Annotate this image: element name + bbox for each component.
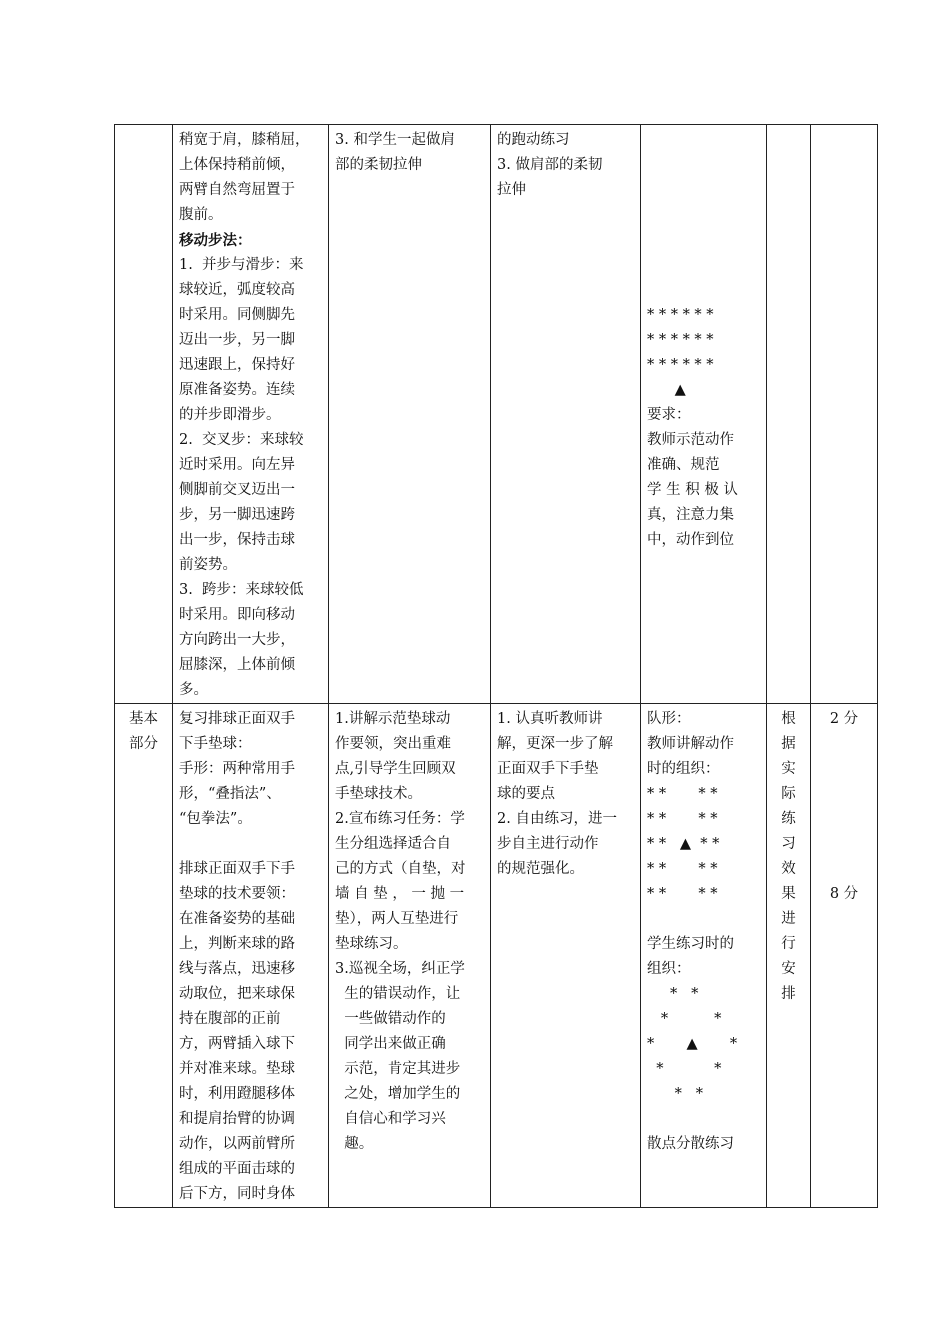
- time-value: 2 分: [829, 711, 859, 727]
- formation-row: * * * *: [647, 786, 718, 802]
- table-row-basic: [115, 704, 878, 1208]
- time-value: 8 分: [829, 886, 859, 902]
- formation-row: * * * *: [647, 861, 718, 877]
- formation-row: * *: [647, 986, 699, 1002]
- table-row-prep: [115, 125, 878, 704]
- section-heading: 移动步法：: [179, 232, 252, 249]
- time-cell: [811, 125, 878, 704]
- spacer: [647, 128, 760, 303]
- arrangement-cell: [767, 125, 811, 704]
- lesson-plan-table: [114, 124, 878, 1208]
- period-cell: 基本 部分: [115, 704, 173, 1208]
- formation-row: * * * * * *: [647, 307, 714, 323]
- formation-row: * *: [647, 1011, 722, 1027]
- arrangement-cell: 根 据 实 际 练 习 效 果 进 行 安 排: [767, 704, 811, 1208]
- formation-row: * * * * * *: [647, 332, 714, 348]
- formation-row: * *: [647, 1086, 703, 1102]
- formation-row: * * * *: [647, 886, 718, 902]
- organization-cell: 队形： 教师讲解动作 时的组织： * * * * * * * * * * ▲ * * * * * * * * * * 学生练习时的 组织： * * * * * ▲ * * * * * 散点分散练习: [641, 704, 767, 1208]
- formation-row: * *: [647, 1061, 722, 1077]
- formation-row: * ▲ *: [647, 1036, 738, 1052]
- time-cell: [811, 704, 878, 1208]
- formation-row: * * ▲ * *: [647, 836, 720, 852]
- formation-row: * * * * * *: [647, 357, 714, 373]
- period-cell: [115, 125, 173, 704]
- teacher-activity-cell: 1.讲解示范垫球动 作要领，突出重难 点,引导学生回顾双 手垫球技术。 2.宣布练习任务：学 生分组选择适合自 己的方式（自垫，对 墙 自 垫 ， 一 抛 一 垫），两人互垫进行 垫球练习。 3.巡视全场，纠正学 生的错误动作，让 一些做错动作的 同学出来做正确 示范，肯定其进步 之处，增加学生的 自信心和学习兴 趣。: [329, 704, 491, 1208]
- teacher-marker: ▲: [647, 382, 686, 398]
- student-activity-cell: 1. 认真听教师讲 解，更深一步了解 正面双手下手垫 球的要点 2. 自由练习，进一 步自主进行动作 的规范强化。: [491, 704, 641, 1208]
- content-cell: 复习排球正面双手 下手垫球： 手形：两种常用手 形，“叠指法”、 “包拳法”。 排球正面双手下手 垫球的技术要领： 在准备姿势的基础 上，判断来球的路 线与落点，迅速移 动取位，把来球保 持在腹部的正前 方，两臂插入球下 并对准来球。垫球 时，利用蹬腿移体 和提肩抬臂的协调 动作，以两前臂所 组成的平面击球的 后下方，同时身体: [173, 704, 329, 1208]
- student-activity-cell: 的跑动练习 3. 做肩部的柔韧 拉伸: [491, 125, 641, 704]
- organization-cell: * * * * * * * * * * * * * * * * * * ▲ 要求： 教师示范动作 准确、规范 学 生 积 极 认 真，注意力集 中，动作到位: [641, 125, 767, 704]
- content-cell: 稍宽于肩，膝稍屈， 上体保持稍前倾， 两臂自然弯屈置于 腹前。 移动步法： 1. 并步与滑步：来 球较近，弧度较高 时采用。同侧脚先 迈出一步，另一脚 迅速跟上，保持好 原准备姿势。连续 的并步即滑步。 2. 交叉步：来球较 近时采用。向左异 侧脚前交叉迈出一 步，另一脚迅速跨 出一步，保持击球 前姿势。 3. 跨步：来球较低 时采用。即向移动 方向跨出一大步， 屈膝深，上体前倾 多。: [173, 125, 329, 704]
- teacher-activity-cell: 3. 和学生一起做肩 部的柔韧拉伸: [329, 125, 491, 704]
- spacer: [817, 732, 871, 882]
- formation-row: * * * *: [647, 811, 718, 827]
